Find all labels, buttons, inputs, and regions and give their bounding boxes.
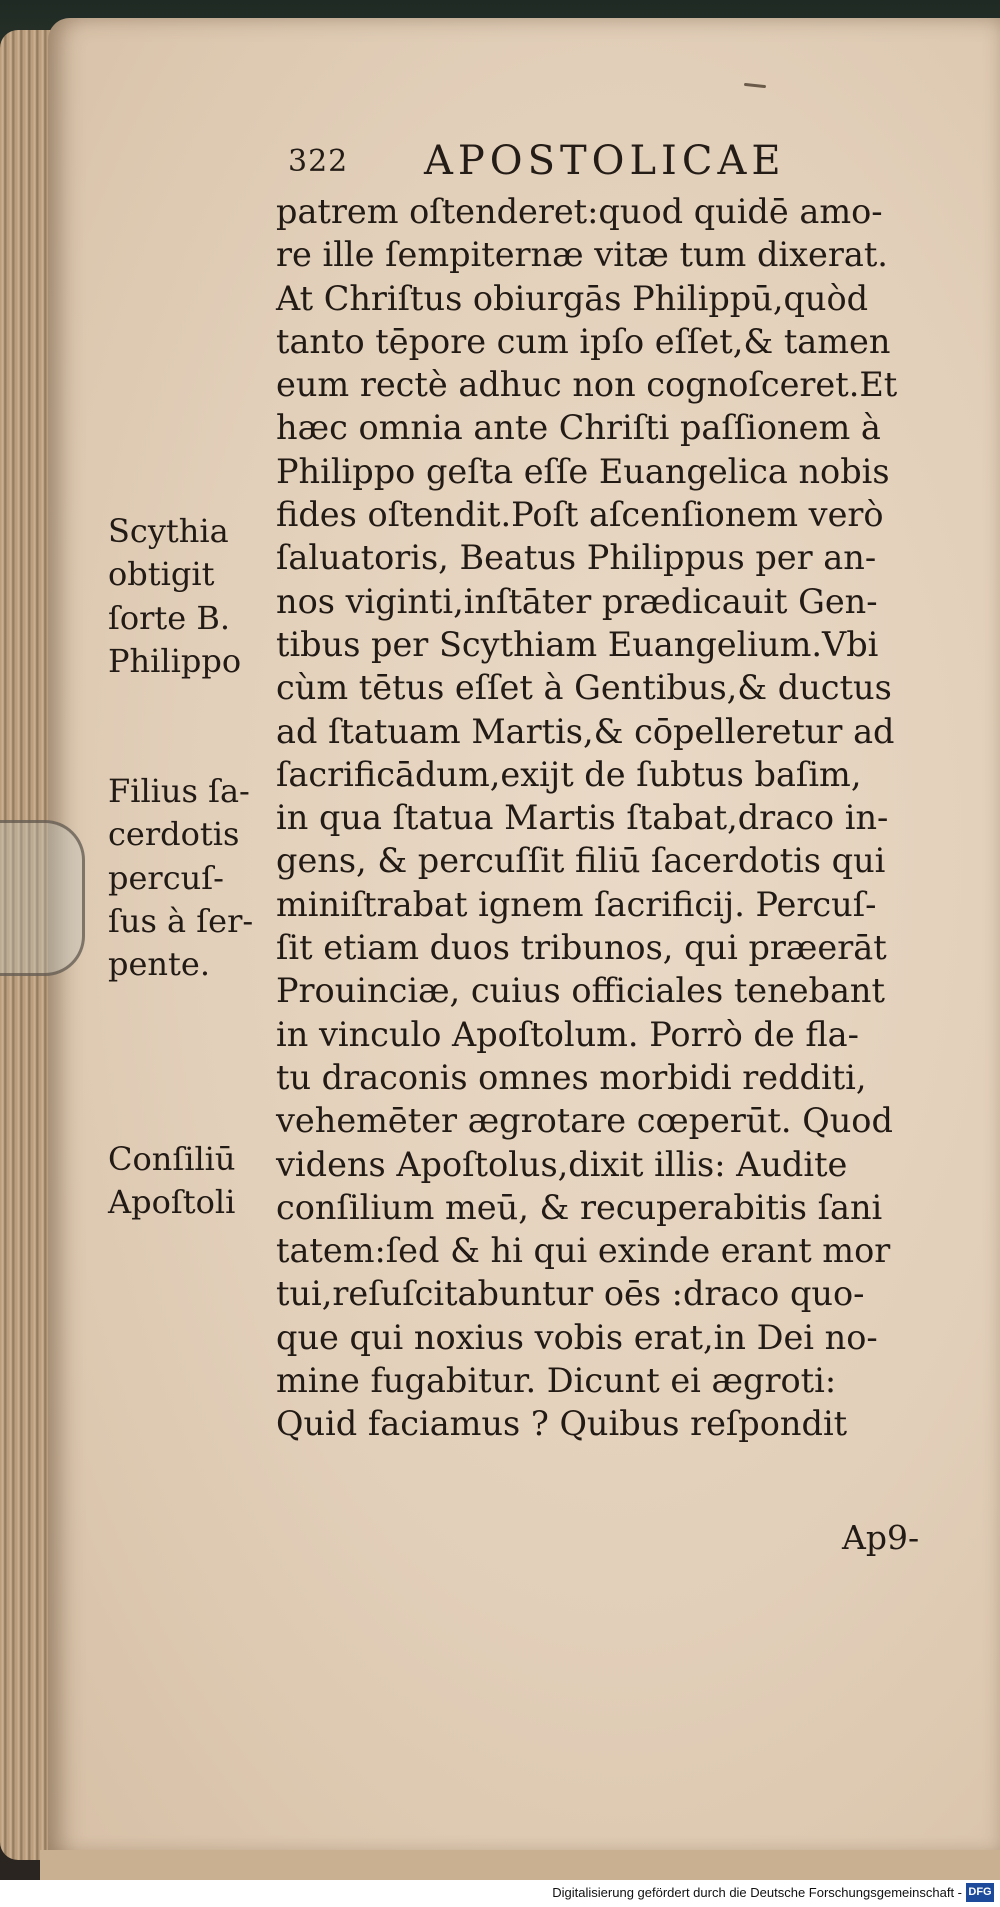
catchword: Ap9-: [842, 1518, 920, 1557]
text-line: nos viginti,inſtāter prædicauit Gen-: [276, 581, 878, 621]
page-clip: [0, 820, 85, 976]
text-line: patrem oſtenderet:quod quidē amo-: [276, 192, 883, 231]
text-line: tui,reſuſcitabuntur oēs :draco quo-: [276, 1274, 865, 1314]
marginal-note-line: pente.: [108, 945, 210, 984]
running-head: APOSTOLICAE: [424, 138, 786, 184]
text-line: in qua ſtatua Martis ſtabat,draco in-: [276, 798, 889, 838]
marginal-note-line: Conſiliū: [108, 1140, 236, 1178]
text-line: ſacrificādum,exijt de ſubtus baſim,: [276, 754, 862, 794]
text-line: tatem:ſed & hi qui exinde erant mor: [276, 1231, 891, 1271]
body-text: [276, 190, 956, 1446]
text-line: cùm tētus eſſet à Gentibus,& ductus: [276, 668, 892, 708]
text-line: hæc omnia ante Chriſti paſſionem à: [276, 408, 881, 448]
digitization-footer: [0, 1880, 1000, 1907]
dfg-logo-icon: DFG: [966, 1883, 994, 1902]
page-header: [288, 138, 848, 188]
page-number: 322: [288, 144, 349, 179]
marginal-note-line: ſus à ſer-: [108, 901, 254, 940]
footer-credit: Digitalisierung gefördert durch die Deutsche Forschungsgemeinschaft -: [552, 1885, 962, 1900]
marginal-note-line: Filius ſa-: [108, 772, 250, 810]
text-line: conſilium meū, & recuperabitis ſani: [276, 1187, 883, 1227]
marginal-note-line: percuſ-: [108, 858, 224, 897]
text-line: re ille ſempiternæ vitæ tum dixerat.: [276, 235, 888, 275]
text-line: tanto tēpore cum ipſo eſſet,& tamen: [276, 321, 891, 361]
text-line: tibus per Scythiam Euangelium.Vbi: [276, 624, 879, 664]
text-line: in vinculo Apoſtolum. Porrò de fla-: [276, 1014, 859, 1054]
text-line: ad ſtatuam Martis,& cōpelleretur ad: [276, 711, 895, 751]
marginal-note-line: obtigit: [108, 555, 215, 594]
marginal-note-consilium: [108, 1138, 288, 1225]
text-line: vehemēter ægrotare cœperūt. Quod: [276, 1101, 893, 1141]
text-line: mine fugabitur. Dicunt ei ægroti:: [276, 1361, 837, 1401]
text-line: fides oſtendit.Poſt aſcenſionem verò: [276, 495, 884, 535]
marginal-note-line: cerdotis: [108, 815, 240, 854]
text-line: videns Apoſtolus,dixit illis: Audite: [276, 1144, 848, 1184]
text-line: tu draconis omnes morbidi redditi,: [276, 1057, 867, 1097]
marginal-note-scythia: [108, 510, 288, 683]
page-bottom-edge: [40, 1850, 1000, 1880]
marginal-note-line: Philippo: [108, 641, 242, 680]
text-line: ſaluatoris, Beatus Philippus per an-: [276, 538, 877, 578]
text-line: ſit etiam duos tribunos, qui præerāt: [276, 928, 887, 968]
marginal-note-line: Scythia: [108, 512, 229, 550]
text-line: Philippo geſta eſſe Euangelica nobis: [276, 451, 890, 491]
text-line: Prouinciæ, cuius officiales tenebant: [276, 971, 885, 1011]
text-line: miniſtrabat ignem ſacrificij. Percuſ-: [276, 884, 877, 924]
text-line: que qui noxius vobis erat,in Dei no-: [276, 1317, 878, 1357]
text-line: gens, & percuſſit filiū ſacerdotis qui: [276, 841, 886, 881]
marginal-note-line: Apoſtoli: [108, 1183, 236, 1222]
text-line: Quid faciamus ? Quibus reſpondit: [276, 1404, 848, 1444]
marginal-note-line: ſorte B.: [108, 598, 231, 637]
text-line: eum rectè adhuc non cognoſceret.Et: [276, 365, 898, 405]
text-line: At Chriſtus obiurgās Philippū,quòd: [276, 278, 869, 318]
marginal-note-filius: [108, 770, 288, 986]
